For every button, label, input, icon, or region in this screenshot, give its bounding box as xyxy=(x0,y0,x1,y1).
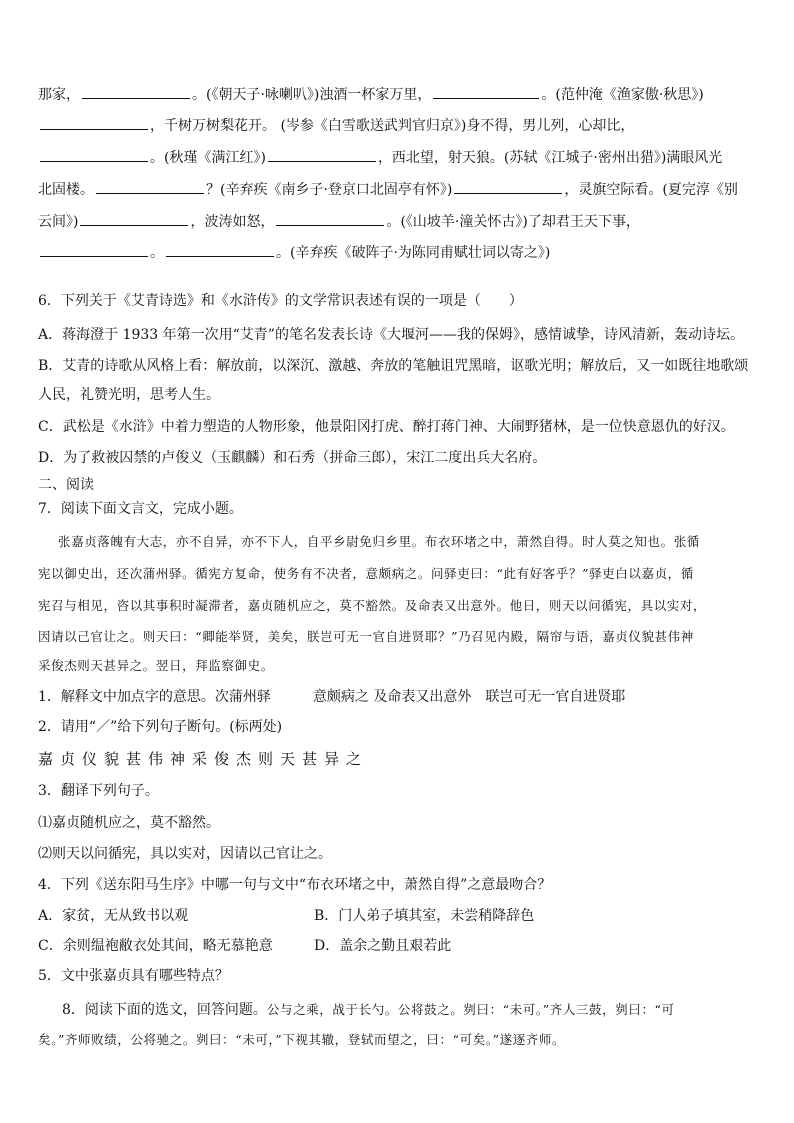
poem-line-3 xyxy=(38,147,760,167)
choice-c: C．余则缊袍敝衣处其间，略无慕艳意 xyxy=(38,938,273,954)
classical-text-line-2: 宪以御史出，还次蒲州驿。循宪方复命，使务有不决者，意颇病之。问驿吏曰：“此有好客乎？”驿吏白以嘉贞，循 xyxy=(38,566,694,581)
text: ，灵旗空际看。(夏完淳《别 xyxy=(564,182,738,198)
answer-blank xyxy=(82,84,190,99)
classical-text-line-3: 宪召与相见，咨以其事积时凝滞者，嘉贞随机应之，莫不豁然。及命表又出意外。他日，则天以问循宪，具以实对， xyxy=(38,598,707,613)
text: 北固楼。 xyxy=(38,182,94,198)
classical-text-line-5: 采俊杰则天甚异之。翌日，拜监察御史。 xyxy=(38,658,274,673)
translation-item-2: ⑵则天以问循宪，具以实对，因请以己官让之。 xyxy=(38,846,332,862)
text: 。(秋瑾《满江红》) xyxy=(150,150,266,166)
answer-blank xyxy=(268,147,376,162)
subquestion-3: 3．翻译下列句子。 xyxy=(38,783,159,799)
text: 那家， xyxy=(38,87,80,103)
poem-line-1 xyxy=(38,84,760,104)
question-8-stem: 8．阅读下面的选文，回答问题。 xyxy=(62,1002,267,1018)
text: 云间》) xyxy=(38,214,79,230)
answer-blank xyxy=(40,115,148,130)
question-6-stem: 6．下列关于《艾青诗选》和《水浒传》的文学常识表述有误的一项是（ ） xyxy=(38,293,523,309)
answer-blank xyxy=(80,211,188,226)
text: 。 xyxy=(150,245,164,261)
text: ，波涛如怒， xyxy=(190,214,275,230)
option-c: C．武松是《水浒》中着力塑造的人物形象，他景阳冈打虎、醉打蒋门神、大闹野猪林，是一位快意恩仇的好汉。 xyxy=(38,419,735,435)
poem-line-6 xyxy=(38,242,760,262)
punctuation-sentence: 嘉贞仪貌甚伟神采俊杰则天甚异之 xyxy=(38,750,369,768)
option-b-line-1: B．艾青的诗歌从风格上看：解放前，以深沉、激越、奔放的笔触诅咒黑暗，讴歌光明；解放后，又一如既往地歌颂 xyxy=(38,358,749,374)
answer-blank xyxy=(276,211,384,226)
text: ，千树万树梨花开。 (岑参《白雪歌送武判官归京》)身不得，男儿列，心却比， xyxy=(150,118,635,134)
question-7-stem: 7．阅读下面文言文，完成小题。 xyxy=(38,501,243,517)
text: 。(辛弃疾《破阵子·为陈同甫赋壮词以寄之》) xyxy=(276,245,551,261)
option-a: A．蒋海澄于 1933 年第一次用“艾青”的笔名发表长诗《大堰河——我的保姆》，感情诚挚，诗风清新，轰动诗坛。 xyxy=(38,327,744,343)
question-8-line-2: 矣。”齐师败绩，公将驰之。刿曰：“未可，”下视其辙，登轼而望之，曰：“可矣。”遂逐齐师。 xyxy=(38,1032,566,1047)
option-d: D．为了救被囚禁的卢俊义（玉麒麟）和石秀（拼命三郎），宋江二度出兵大名府。 xyxy=(38,450,547,466)
answer-blank xyxy=(454,179,562,194)
subquestion-2: 2．请用“／”给下列句子断句。(标两处) xyxy=(38,719,283,735)
poem-line-2 xyxy=(38,115,760,135)
answer-blank xyxy=(40,147,148,162)
subquestion-5: 5．文中张嘉贞具有哪些特点？ xyxy=(38,968,229,984)
text: 。(《山坡羊·潼关怀古》)了却君王天下事， xyxy=(386,214,640,230)
answer-blank xyxy=(433,84,539,99)
classical-text: 公与之乘，战于长勺。公将鼓之。刿曰：“未可。”齐人三鼓，刿曰：“可 xyxy=(266,1002,675,1017)
choice-d: D．盖余之勤且艰若此 xyxy=(314,938,452,954)
classical-text-line-4: 因请以己官让之。则天曰：“卿能举贤，美矣，朕岂可无一官自进贤耶？”乃召见内殿，隔帘与语，嘉贞仪貌甚伟神 xyxy=(38,629,694,644)
answer-blank xyxy=(40,242,148,257)
text: 。(《朝天子·咏喇叭》)浊酒一杯家万里， xyxy=(192,87,432,103)
poem-line-4 xyxy=(38,179,760,199)
subquestion-1: 1．解释文中加点字的意思。次蒲州驿 意颇病之 及命表又出意外 联岂可无一官自进贤耶 xyxy=(38,689,626,705)
option-b-line-2: 人民，礼赞光明，思考人生。 xyxy=(38,387,220,403)
answer-blank xyxy=(166,242,274,257)
text: 。(范仲淹《渔家傲·秋思》) xyxy=(541,87,704,103)
choice-b: B．门人弟子填其室，未尝稍降辞色 xyxy=(314,908,535,924)
question-8-line-1 xyxy=(62,1001,762,1019)
answer-blank xyxy=(96,179,204,194)
translation-item-1: ⑴嘉贞随机应之，莫不豁然。 xyxy=(38,815,220,831)
section-heading: 二、阅读 xyxy=(38,477,94,493)
text: ，西北望，射天狼。(苏轼《江城子·密州出猎》)满眼风光 xyxy=(377,150,723,166)
text: ？(辛弃疾《南乡子·登京口北固亭有怀》) xyxy=(206,182,453,198)
classical-text-line-1: 张嘉贞落魄有大志，亦不自异，亦不下人，自平乡尉免归乡里。布衣环堵之中，萧然自得。时人莫之知也。张循 xyxy=(58,534,700,549)
poem-line-5 xyxy=(38,211,760,231)
subquestion-4: 4．下列《送东阳马生序》中哪一句与文中“布衣环堵之中，萧然自得”之意最吻合？ xyxy=(38,877,552,893)
choice-a: A．家贫，无从致书以观 xyxy=(38,908,189,924)
